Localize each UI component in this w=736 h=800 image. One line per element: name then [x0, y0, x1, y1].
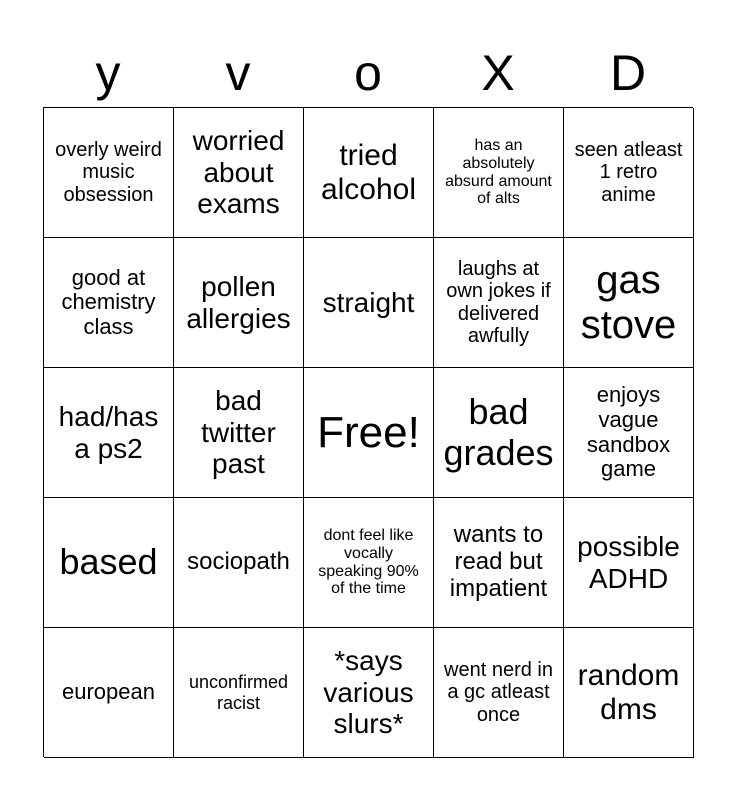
cell-text: wants to read but impatient [449, 521, 548, 602]
bingo-cell[interactable] [434, 498, 564, 628]
cell-text: bad grades [443, 391, 554, 473]
cell-text: good at chemistry class [61, 264, 156, 339]
cell-text: straight [322, 286, 415, 318]
cell-text: worried about exams [192, 125, 285, 220]
cell-text: pollen allergies [186, 271, 291, 334]
header-letter-1: y [95, 45, 121, 101]
header-letter-4: X [481, 45, 515, 101]
cell-text: unconfirmed racist [188, 672, 289, 713]
cell-text: gas stove [580, 257, 677, 347]
bingo-cell[interactable] [564, 238, 694, 368]
bingo-cell[interactable] [174, 238, 304, 368]
bingo-cell[interactable] [434, 368, 564, 498]
bingo-cell[interactable] [304, 498, 434, 628]
bingo-cell[interactable] [564, 368, 694, 498]
bingo-cell[interactable] [44, 368, 174, 498]
cell-text: had/has a ps2 [58, 401, 159, 464]
bingo-cell[interactable] [174, 368, 304, 498]
bingo-cell[interactable] [44, 108, 174, 238]
cell-text: bad twitter past [201, 385, 276, 480]
bingo-cell[interactable] [564, 628, 694, 758]
bingo-cell[interactable] [304, 238, 434, 368]
cell-text: based [59, 541, 158, 583]
cell-text: tried alcohol [320, 138, 417, 206]
cell-text: european [62, 679, 155, 705]
header-letter-3: o [354, 45, 382, 101]
bingo-grid [43, 107, 693, 757]
bingo-cell[interactable] [44, 238, 174, 368]
bingo-cell[interactable] [44, 498, 174, 628]
bingo-cell[interactable] [44, 628, 174, 758]
cell-text: dont feel like vocally speaking 90% of the time [318, 526, 419, 598]
bingo-cell[interactable] [564, 498, 694, 628]
bingo-cell[interactable] [304, 368, 434, 498]
cell-text: enjoys vague sandbox game [586, 382, 671, 482]
bingo-cell[interactable] [304, 108, 434, 238]
cell-text: has an absolutely absurd amount of alts [445, 136, 552, 208]
bingo-cell[interactable] [434, 238, 564, 368]
cell-text: sociopath [187, 548, 290, 576]
cell-text: laughs at own jokes if delivered awfully [446, 257, 551, 347]
bingo-cell[interactable] [434, 628, 564, 758]
bingo-cell[interactable] [174, 628, 304, 758]
cell-text: Free! [317, 407, 420, 457]
bingo-header [43, 40, 693, 106]
bingo-cell[interactable] [174, 108, 304, 238]
header-letter-2: v [225, 45, 251, 101]
bingo-cell[interactable] [564, 108, 694, 238]
cell-text: random dms [577, 658, 680, 726]
bingo-cell[interactable] [434, 108, 564, 238]
bingo-cell[interactable] [174, 498, 304, 628]
bingo-cell[interactable] [304, 628, 434, 758]
cell-text: went nerd in a gc atleast once [444, 658, 553, 726]
cell-text: possible ADHD [577, 531, 680, 594]
cell-text: *says various slurs* [323, 645, 414, 740]
cell-text: overly weird music obsession [55, 138, 162, 206]
cell-text: seen atleast 1 retro anime [574, 138, 683, 206]
header-letter-5: D [609, 45, 647, 101]
